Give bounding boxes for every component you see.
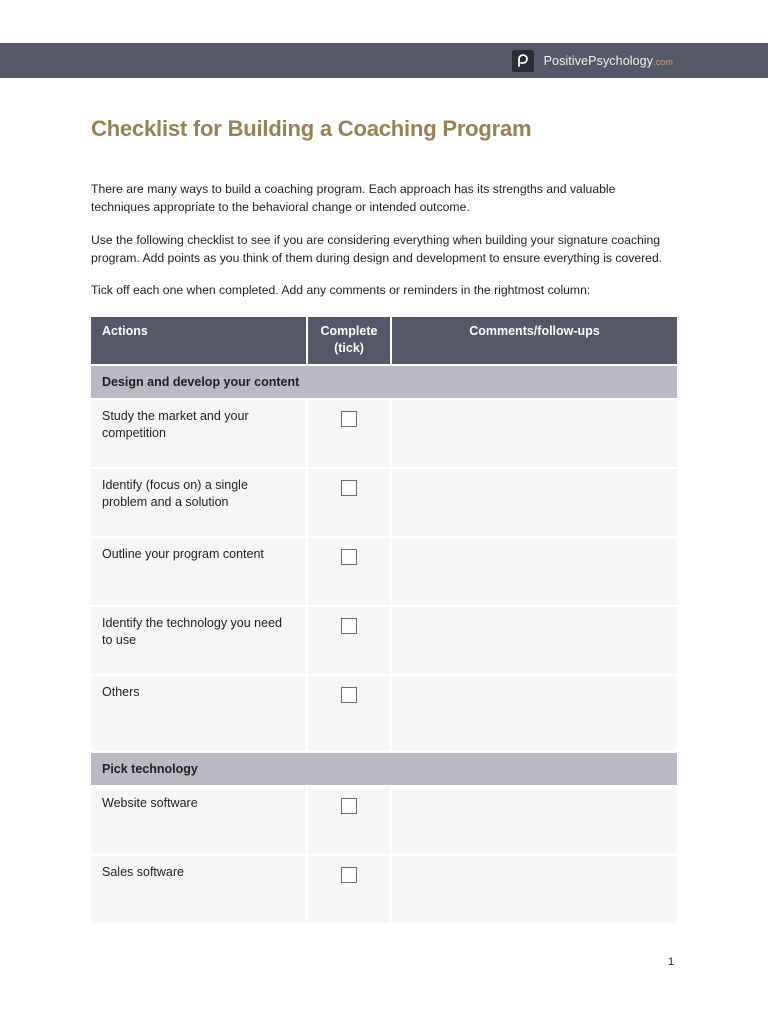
column-header-actions: Actions — [91, 317, 306, 364]
table-row — [91, 469, 677, 536]
complete-cell — [308, 538, 390, 605]
table-row — [91, 607, 677, 674]
column-header-comments: Comments/follow-ups — [392, 317, 677, 364]
column-header-complete: Complete (tick) — [308, 317, 390, 364]
comments-cell[interactable] — [392, 469, 677, 536]
action-label: Identify (focus on) a single problem and a solution — [91, 469, 306, 536]
page-number: 1 — [668, 956, 675, 968]
comments-cell[interactable] — [392, 400, 677, 467]
comments-cell[interactable] — [392, 787, 677, 854]
complete-checkbox[interactable] — [341, 549, 357, 565]
complete-checkbox[interactable] — [341, 798, 357, 814]
complete-checkbox[interactable] — [341, 618, 357, 634]
complete-cell — [308, 400, 390, 467]
action-label: Identify the technology you need to use — [91, 607, 306, 674]
action-label: Others — [91, 676, 306, 751]
brand-name: PositivePsychology.com — [543, 53, 673, 68]
section-header-pick-technology: Pick technology — [91, 753, 677, 785]
header-bar — [0, 43, 768, 78]
checklist-table — [91, 317, 677, 925]
comments-cell[interactable] — [392, 856, 677, 923]
complete-cell — [308, 787, 390, 854]
action-label: Outline your program content — [91, 538, 306, 605]
action-label: Website software — [91, 787, 306, 854]
comments-cell[interactable] — [392, 607, 677, 674]
complete-cell — [308, 469, 390, 536]
table-row — [91, 676, 677, 751]
table-header-row — [91, 317, 677, 364]
complete-checkbox[interactable] — [341, 411, 357, 427]
complete-cell — [308, 607, 390, 674]
instructions-paragraph: Use the following checklist to see if you are considering everything when building your signature coaching program. Add points as you think of them during design and development to ensure everything is covered. — [91, 233, 663, 265]
page-title: Checklist for Building a Coaching Program — [91, 116, 532, 141]
table-row — [91, 400, 677, 467]
complete-cell — [308, 676, 390, 751]
table-row — [91, 538, 677, 605]
complete-checkbox[interactable] — [341, 867, 357, 883]
positive-psychology-logo-icon — [512, 50, 534, 72]
tick-instructions-paragraph: Tick off each one when completed. Add any comments or reminders in the rightmost column: — [91, 283, 591, 297]
complete-checkbox[interactable] — [341, 687, 357, 703]
brand-suffix: .com — [653, 56, 673, 67]
comments-cell[interactable] — [392, 676, 677, 751]
complete-cell — [308, 856, 390, 923]
action-label: Study the market and your competition — [91, 400, 306, 467]
comments-cell[interactable] — [392, 538, 677, 605]
table-row — [91, 856, 677, 923]
table-row — [91, 787, 677, 854]
intro-paragraph: There are many ways to build a coaching program. Each approach has its strengths and valuable techniques appropriate to the behavioral change or intended outcome. — [91, 182, 616, 214]
complete-checkbox[interactable] — [341, 480, 357, 496]
action-label: Sales software — [91, 856, 306, 923]
section-header-design: Design and develop your content — [91, 366, 677, 398]
